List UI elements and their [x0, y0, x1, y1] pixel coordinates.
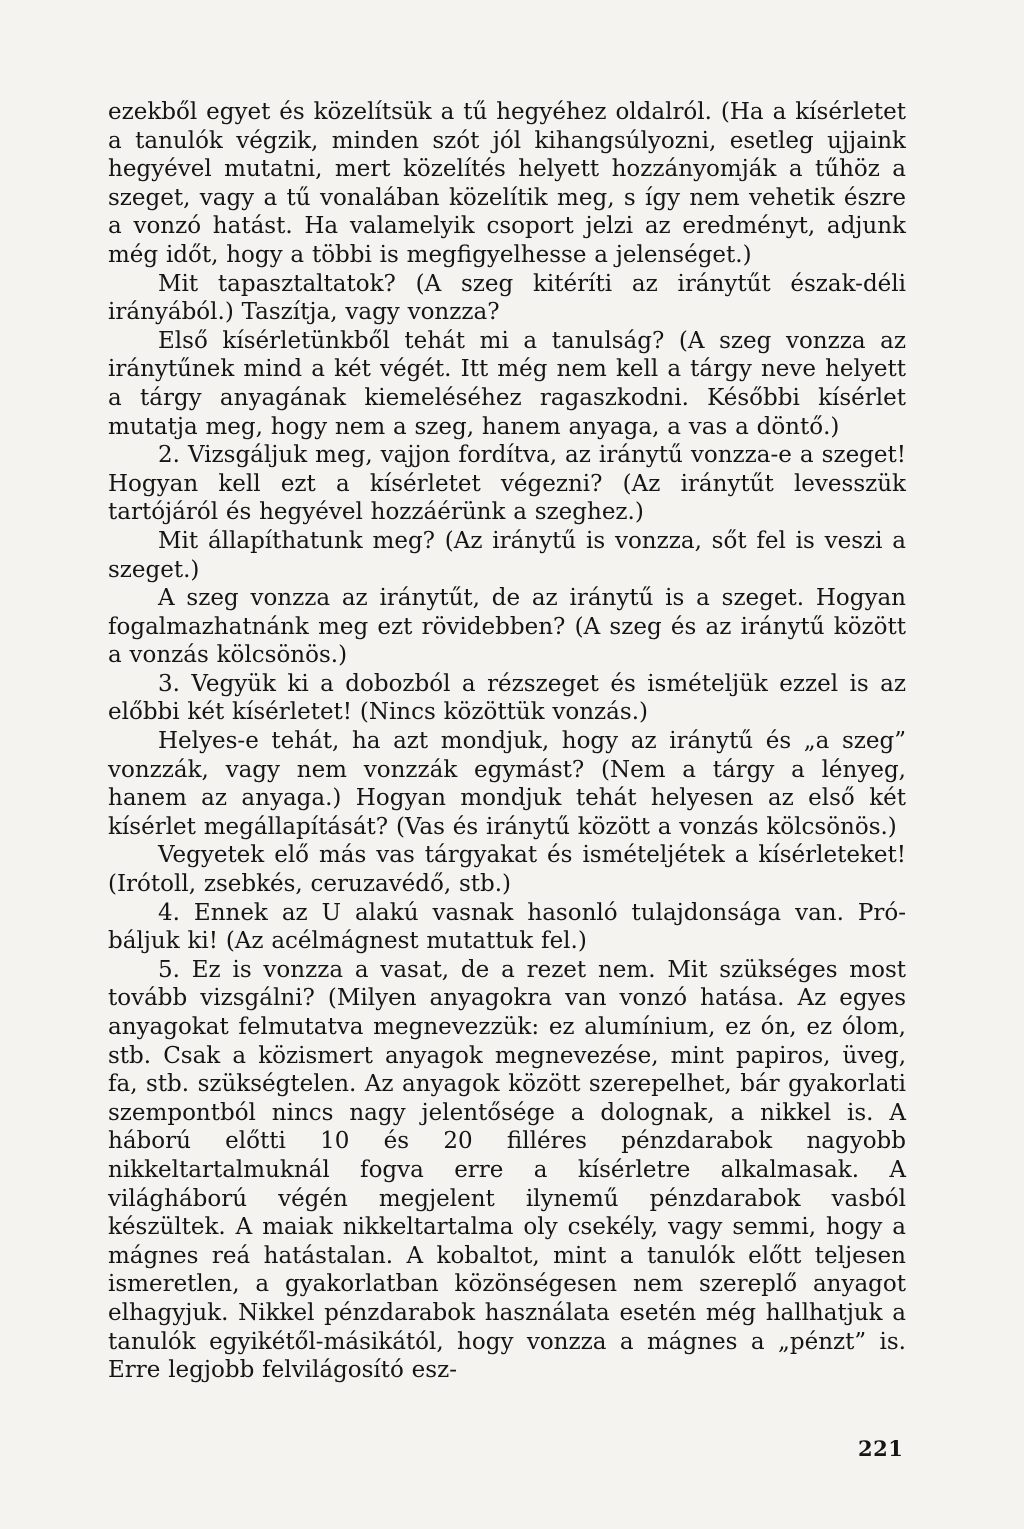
- paragraph-material-lesson: Helyes-e tehát, ha azt mondjuk, hogy az iránytű és „a szeg” vonzzák, vagy nem vonzzák egymást? (Nem a tárgy a lényeg, hanem az anyaga.) Hogyan mondjuk tehát helyesen az első két kísérlet megállapítását? (Vas és iránytű között a vonzás kölcsönös.): [108, 728, 906, 840]
- paragraph-fifth-experiment: 5. Ez is vonzza a vasat, de a rezet nem. Mit szükséges most tovább vizsgálni? (Milyen anyagokra van vonzó hatása. Az egyes anyagokat felmutatva megnevezzük: ez alumínium, ez ón, ez ólom, stb. Csak a közismert anyagok megnevezése, mint papiros, üveg, fa, stb. szükségtelen. Az anyagok között szerepelhet, bár gyakorlati szempontból nincs nagy jelentősége a dolognak, a nikkel is. A háború előtti 10 és 20 filléres pénzdarabok nagyobb nikkeltartalmuknál fogva erre a kísérletre alkalmasak. A világháború végén megjelent ilynemű pénzdarabok vasból készültek. A maiak nikkeltartalma oly csekély, vagy semmi, hogy a mágnes reá hatástalan. A kobaltot, mint a tanulók előtt teljesen ismeretlen, a gyakorlatban közönségesen nem szereplő anyagot elhagyjuk. Nikkel pénzdarabok használata esetén még hallhatjuk a tanulók egyikétől-másikától, hogy vonzza a mágnes a „pénzt” is. Erre legjobb felvilágosító esz-: [108, 956, 906, 1384]
- paragraph-mutual-attraction: A szeg vonzza az iránytűt, de az iránytű is a szeget. Hogyan fogalmazhatnánk meg ezt rövidebben? (A szeg és az iránytű között a vonzás kölcsönös.): [108, 585, 906, 669]
- page-body-text: [108, 98, 906, 1385]
- paragraph-third-experiment: 3. Vegyük ki a dobozból a rézszeget és ismételjük ezzel is az előbbi két kísérletet! (Nincs közöttük vonzás.): [108, 670, 906, 726]
- paragraph-second-result: Mit állapíthatunk meg? (Az iránytű is vonzza, sőt fel is veszi a szeget.): [108, 527, 906, 583]
- paragraph-fourth-experiment: 4. Ennek az U alakú vasnak hasonló tulajdonsága van. Próbáljuk ki! (Az acélmágnest mutattuk fel.): [108, 899, 906, 955]
- paragraph-other-iron-objects: Vegyetek elő más vas tárgyakat és ismételjétek a kísérleteket! (Irótoll, zsebkés, ceruzavédő, stb.): [108, 842, 906, 898]
- paragraph-experiment-intro: ezekből egyet és közelítsük a tű hegyéhez oldalról. (Ha a kísérletet a tanulók végzik, minden szót jól kihangsúlyozni, esetleg ujjaink hegyével mutatni, mert közelítés helyett hozzányomják a tűhöz a szeget, vagy a tű vonalában közelítik meg, s így nem vehetik észre a vonzó hatást. Ha valamelyik csoport jelzi az eredményt, adjunk még időt, hogy a többi is megfigyelhesse a jelenséget.): [108, 99, 906, 268]
- paragraph-second-experiment: 2. Vizsgáljuk meg, vajjon fordítva, az iránytű vonzza-e a szeget! Hogyan kell ezt a kísérletet végezni? (Az iránytűt levesszük tartójáról és hegyével hozzáérünk a szeghez.): [108, 442, 906, 526]
- paragraph-observation-question: Mit tapasztaltatok? (A szeg kitéríti az iránytűt észak-déli irányából.) Taszítja, vagy vonzza?: [108, 270, 906, 326]
- paragraph-first-lesson: Első kísérletünkből tehát mi a tanulság? (A szeg vonzza az iránytűnek mind a két végét. Itt még nem kell a tárgy neve helyett a tárgy anyagának kiemeléséhez ragaszkodni. Későbbi kísérlet mutatja meg, hogy nem a szeg, hanem anyaga, a vas a döntő.): [108, 327, 906, 440]
- page-number: 221: [858, 1436, 904, 1461]
